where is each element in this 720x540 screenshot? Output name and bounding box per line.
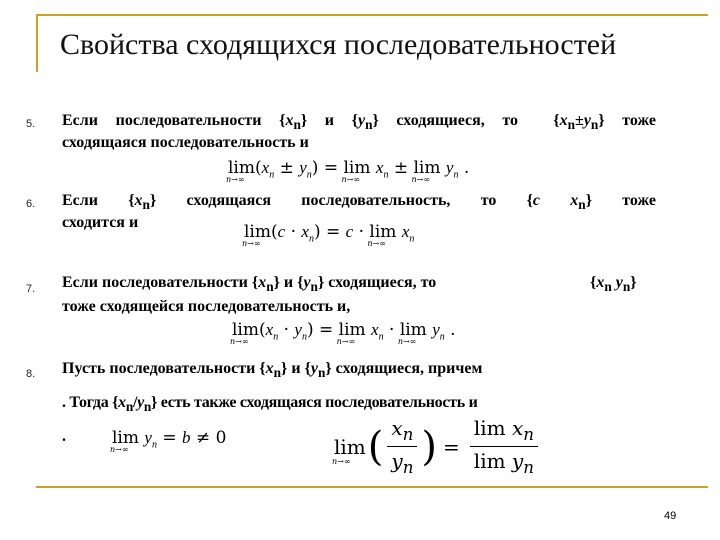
item-8-line-3: . <box>62 428 66 445</box>
item-number-5: 5. <box>26 118 36 130</box>
item-8-condition: lim n→∞ $y_n = b \ne 0$ <box>110 428 227 454</box>
item-5-line-2: сходящаяся последовательность и <box>62 134 309 151</box>
page-number: 49 <box>664 510 677 522</box>
item-6-formula: lim n→∞ $(c \cdot x_n) = c \cdot \lim$ n→∞ $x_n$ <box>242 222 415 248</box>
frame-bottom-line <box>36 486 708 488</box>
item-8-line-2: . Тогда $\{x_n/y_n\}$ есть также сходящаяся последовательность и <box>62 394 478 415</box>
item-7-line-2: тоже сходящейся последовательность и, <box>62 298 351 315</box>
item-6-line-2: сходится и <box>62 214 139 231</box>
frame-top-line <box>36 14 708 16</box>
item-number-8: 8. <box>26 368 36 380</box>
item-8-quotient-formula: lim n→∞ ( $x_n$ $y_n$ ) = $\frac{\lim x_n}{\lim y_n}$ <box>334 416 542 477</box>
item-5-formula: lim n→∞ $(x_n \pm y_n) = \lim$ n→∞ $x_n \pm \lim$ n→∞ $y_n$ . <box>226 158 470 184</box>
item-7-line-1: Если последовательности $\{x_n\}$ и $\{y_n\}$ сходящиеся, то <box>62 274 437 295</box>
item-number-7: 7. <box>26 283 36 295</box>
item-8-line-1: Пусть последовательности $\{x_n\}$ и $\{y_n\}$ сходящиеся, причем <box>62 360 483 381</box>
item-number-6: 6. <box>26 198 36 210</box>
slide-title: Свойства сходящихся последовательностей <box>60 28 617 61</box>
item-5-line-1: Если последовательности $\{x_n\}$ и $\{y_n\}$ сходящиеся, то $\{x_n\pm y_n\}$ тоже <box>62 112 657 133</box>
frame-left-line <box>36 14 38 72</box>
item-6-line-1: Если $\{x_n\}$ сходящаяся последовательность, то {c $x_n$} тоже <box>62 192 657 213</box>
item-7-formula: lim n→∞ $(x_n \cdot y_n) = \lim$ n→∞ $x_n \cdot \lim$ n→∞ $y_n$ . <box>230 320 456 346</box>
item-7-product: {$x_n$ $y_n$} <box>590 274 637 295</box>
